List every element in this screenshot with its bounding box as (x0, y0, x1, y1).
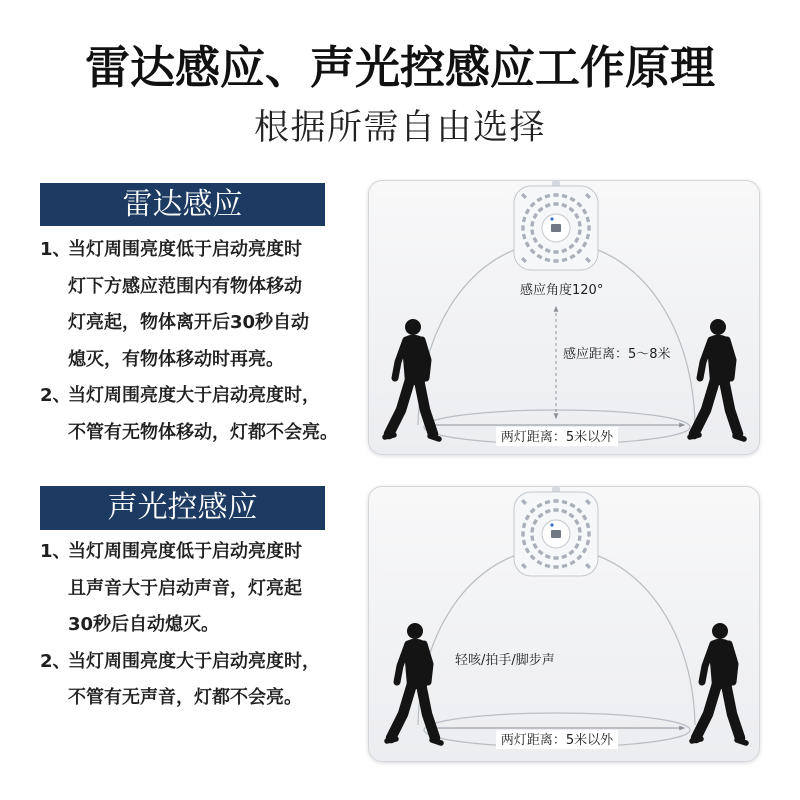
item-number: 1、 (40, 541, 71, 562)
person-head (710, 319, 726, 335)
person-back-leg (694, 380, 715, 434)
text-line: 30秒后自动熄灭。 (68, 614, 220, 636)
led-chip (553, 508, 558, 511)
led-chip (553, 499, 558, 502)
text-line: 熄灭，有物体移动时再亮。 (68, 348, 284, 370)
page-subtitle: 根据所需自由选择 (253, 108, 546, 148)
led-chip (553, 565, 558, 568)
item-number: 2、 (40, 385, 71, 407)
list-item (40, 378, 362, 451)
ceiling-lamp-module (514, 487, 598, 576)
sound-light-diagram-panel (368, 486, 760, 762)
section-heading-sound-light: 声光控感应 (40, 486, 325, 530)
person-head (712, 623, 728, 639)
person-back-foot (690, 435, 699, 437)
text-line: 不管有无声音，灯都不会亮。 (68, 687, 302, 709)
sound-trigger-label: 轻咳/拍手/脚步声 (455, 653, 555, 668)
page-title: 雷达感应、声光控感应工作原理 (84, 41, 715, 94)
ceiling-lamp-module (514, 181, 598, 270)
list-item (40, 644, 362, 717)
driver-chip (551, 224, 561, 232)
text-line: 灯下方感应范围内有物体移动 (68, 275, 302, 297)
person-back-foot (385, 435, 394, 437)
person-front-leg (726, 684, 740, 738)
person-back-leg (391, 684, 412, 738)
walking-person-left (385, 319, 439, 439)
text-line: 且声音大于启动声音，灯亮起 (68, 577, 302, 599)
sound-light-instructions (40, 534, 362, 717)
person-front-leg (724, 380, 738, 434)
item-number: 2、 (40, 650, 71, 672)
sensing-angle-label: 感应角度120° (520, 283, 604, 298)
radar-instructions (40, 232, 362, 452)
section-heading-radar: 雷达感应 (40, 183, 325, 226)
driver-chip (551, 530, 561, 538)
text-line: 不管有无物体移动，灯都不会亮。 (68, 421, 338, 443)
person-front-foot (430, 436, 439, 439)
led-chip (553, 202, 558, 205)
lamp-spacing-label: 两灯距离：5米以外 (500, 430, 614, 445)
text-line: 当灯周围亮度低于启动亮度时 (68, 239, 302, 260)
item-number: 1、 (40, 239, 71, 260)
item-text (68, 644, 362, 717)
walking-person-right (690, 319, 744, 439)
led-chip (587, 225, 590, 230)
led-chip (553, 556, 558, 559)
person-back-leg (389, 380, 410, 434)
radar-diagram-panel (368, 180, 760, 455)
list-item (40, 232, 362, 378)
text-line: 当灯周围亮度大于启动亮度时， (68, 650, 320, 672)
person-front-foot (432, 740, 441, 743)
sensing-distance-label: 感应距离：5～8米 (563, 347, 671, 362)
walking-person-left (387, 623, 441, 743)
lamp-spacing-label: 两灯距离：5米以外 (500, 733, 614, 748)
person-back-foot (692, 739, 701, 741)
text-line: 灯亮起，物体离开后30秒自动 (68, 312, 310, 334)
text-line: 当灯周围亮度低于启动亮度时 (68, 541, 302, 562)
led-chip (521, 531, 524, 536)
indicator-dot (550, 217, 553, 220)
walking-person-right (692, 623, 746, 743)
indicator-dot (550, 523, 553, 526)
led-chip (553, 193, 558, 196)
text-line: 当灯周围亮度大于启动亮度时， (68, 385, 320, 407)
person-front-leg (421, 684, 435, 738)
person-head (407, 623, 423, 639)
sound-light-diagram (368, 486, 760, 762)
list-item (40, 534, 362, 644)
radar-diagram (368, 180, 760, 455)
person-head (405, 319, 421, 335)
person-back-leg (696, 684, 717, 738)
person-back-foot (387, 739, 396, 741)
person-front-foot (737, 740, 746, 743)
led-chip (521, 225, 524, 230)
person-front-leg (419, 380, 433, 434)
item-text (68, 232, 362, 378)
led-chip (553, 259, 558, 262)
item-text (68, 378, 362, 451)
item-text (68, 534, 362, 644)
led-chip (553, 250, 558, 253)
led-chip (587, 531, 590, 536)
person-front-foot (735, 436, 744, 439)
